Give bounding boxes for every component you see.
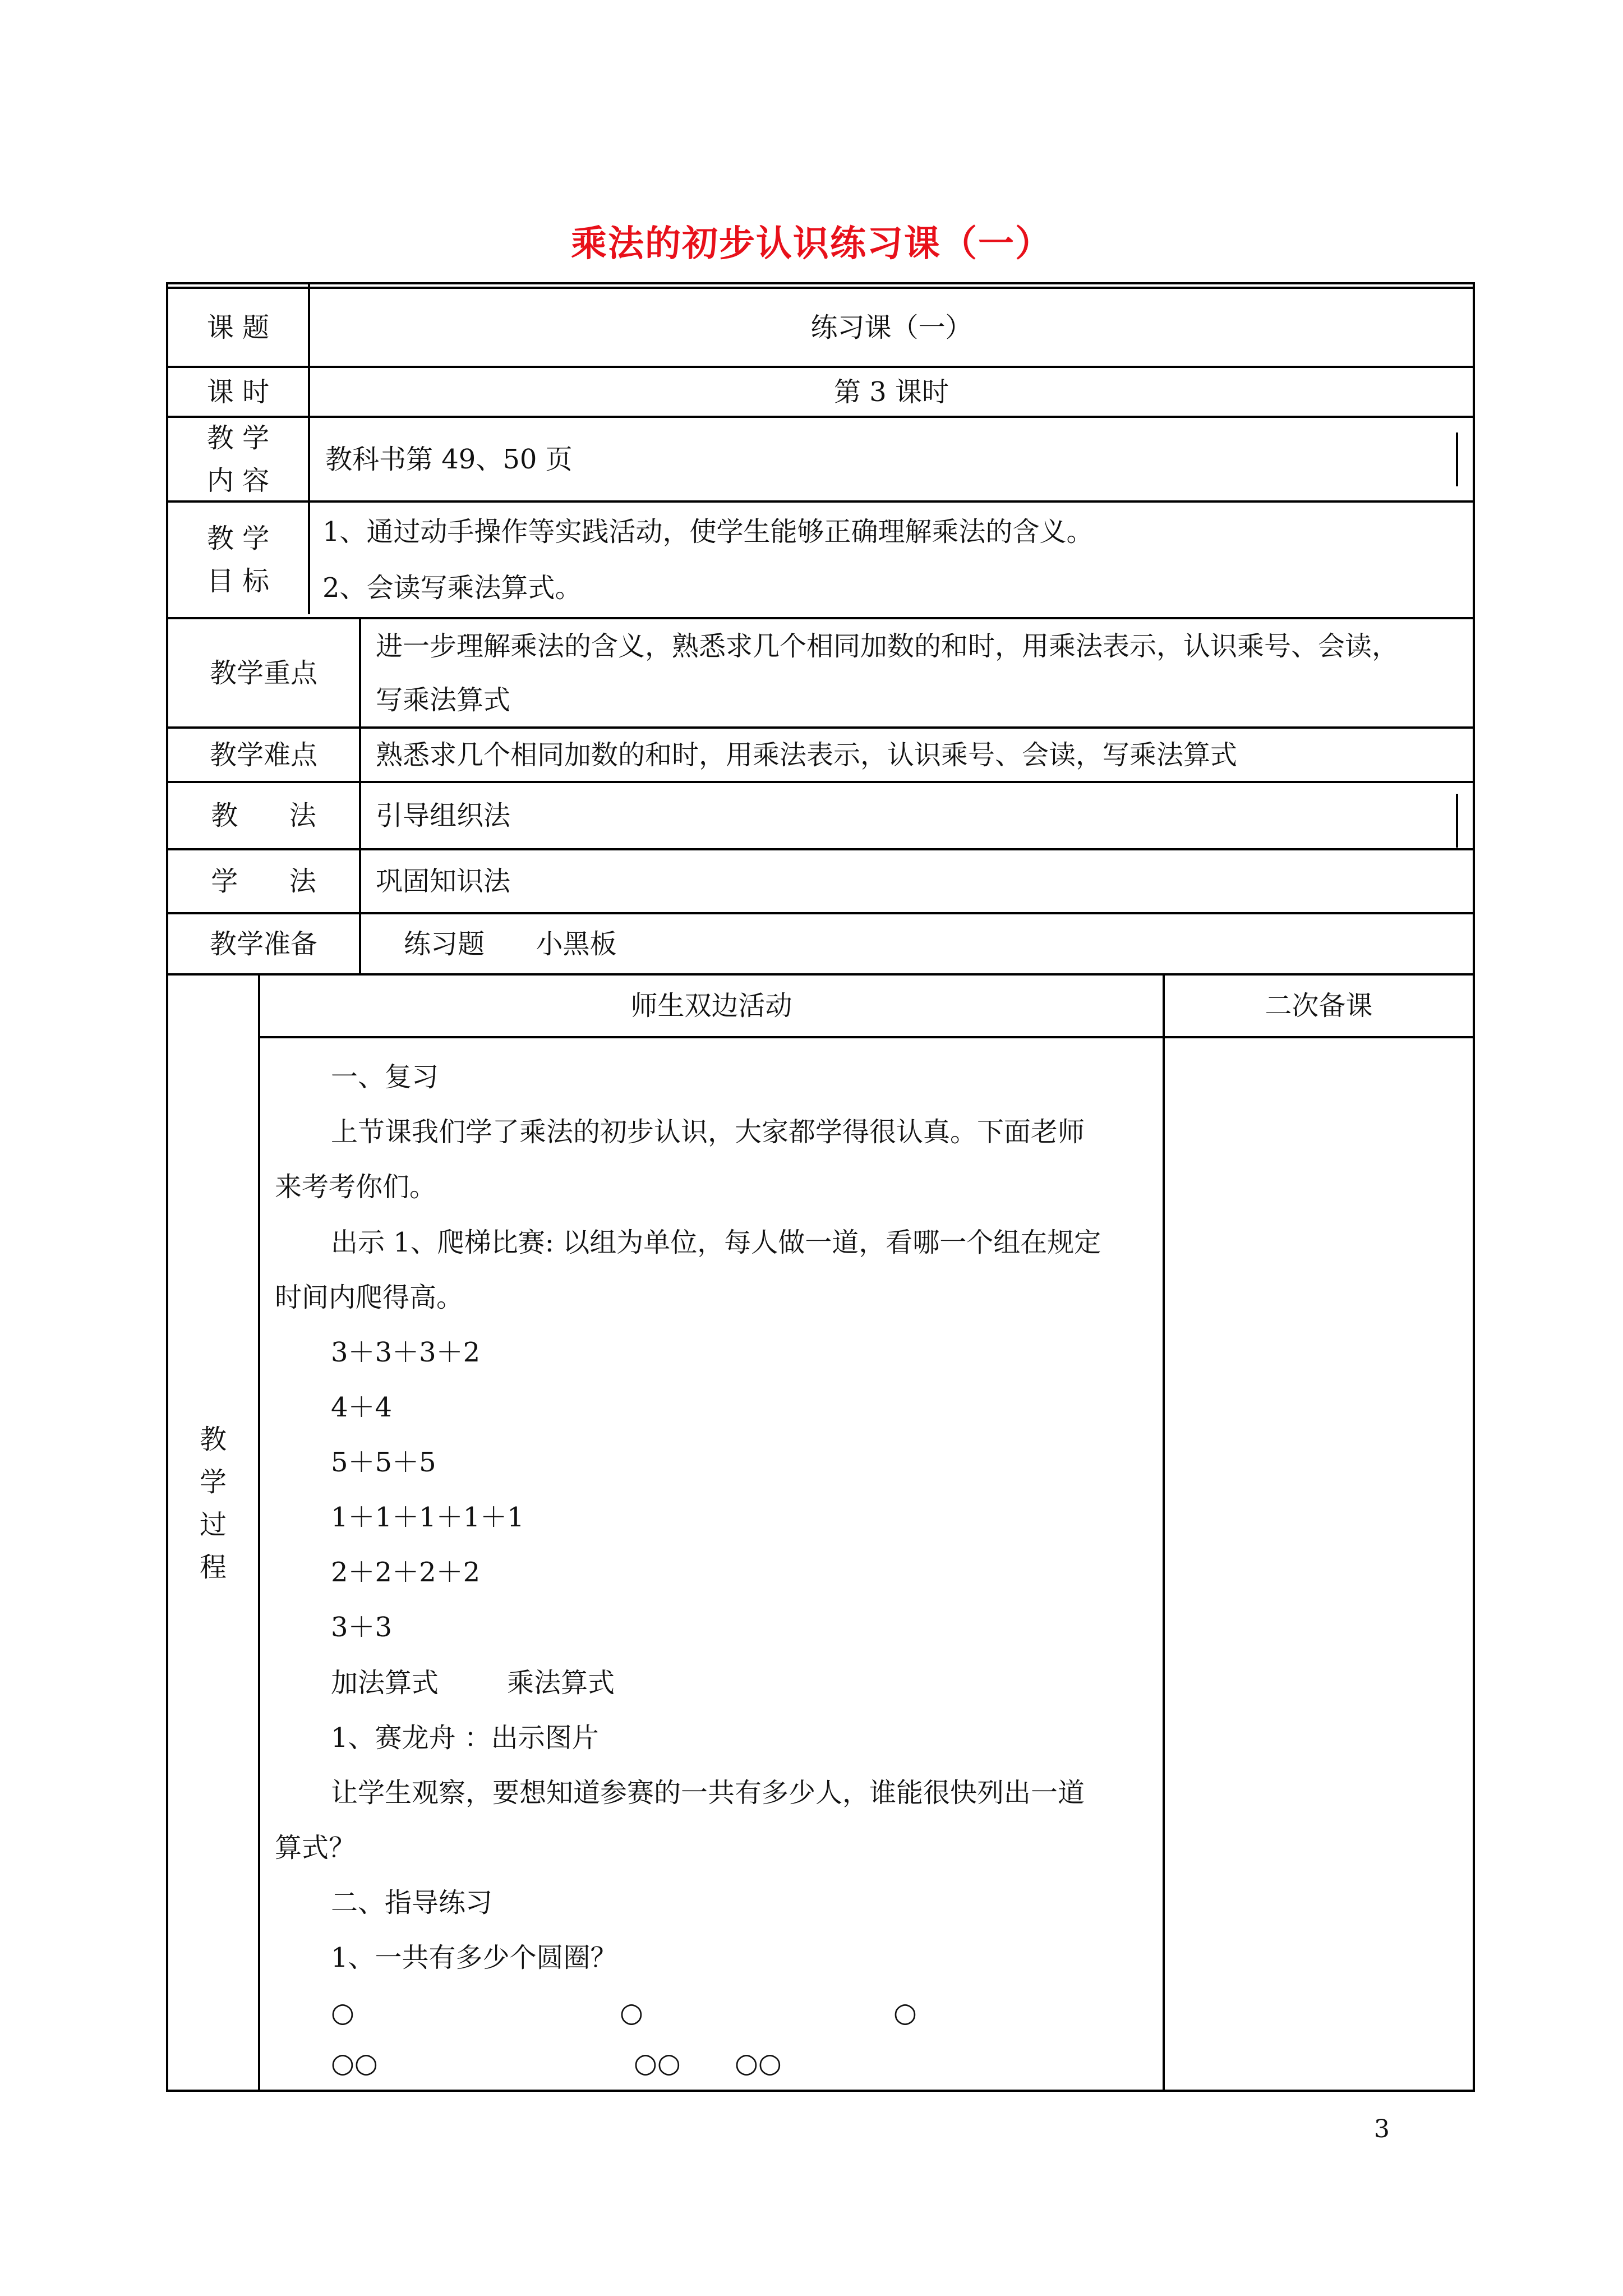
- key-points-value: [376, 619, 1469, 726]
- difficulties-label: 教学难点: [209, 739, 317, 771]
- goals-value: [322, 503, 1467, 617]
- activity-column-header: 师生双边活动: [630, 990, 792, 1022]
- content-label-line-2: 内 容: [206, 464, 270, 496]
- learning-method-label: 学 法: [211, 866, 316, 897]
- process-side-label: [168, 1402, 258, 1604]
- process-side-label-char: 过: [199, 1509, 227, 1540]
- expression-line: 2＋2＋2＋2: [331, 1557, 481, 1588]
- circle-group: ○: [893, 1997, 917, 2028]
- goals-label-line-2: 目 标: [206, 565, 270, 597]
- body-text-line: 算式？: [275, 1832, 356, 1864]
- goals-line-1: 1、通过动手操作等实践活动，使学生能够正确理解乘法的含义。: [322, 516, 1094, 547]
- goals-label: [168, 503, 308, 617]
- body-text-line: 出示 1、爬梯比赛: 以组为单位，每人做一道，看哪一个组在规定: [331, 1227, 1101, 1258]
- process-side-label-char: 学: [199, 1466, 227, 1498]
- content-label-line-1: 教 学: [206, 422, 270, 454]
- expression-line: 3＋3: [331, 1612, 393, 1643]
- key-points-line-1: 进一步理解乘法的含义，熟悉求几个相同加数的和时，用乘法表示，认识乘号、会读，: [376, 630, 1399, 662]
- difficulties-value: 熟悉求几个相同加数的和时，用乘法表示，认识乘号、会读，写乘法算式: [376, 739, 1238, 771]
- section-heading: 一、复习: [331, 1061, 439, 1093]
- key-points-label: 教学重点: [209, 657, 317, 689]
- body-text-line: 让学生观察，要想知道参赛的一共有多少人，谁能很快列出一道: [331, 1777, 1085, 1809]
- circle-group: ○: [331, 1997, 354, 2028]
- body-text-line: 上节课我们学了乘法的初步认识，大家都学得很认真。下面老师: [331, 1116, 1085, 1148]
- expression-line: 3＋3＋3＋2: [331, 1337, 481, 1368]
- goals-line-2: 2、会读写乘法算式。: [322, 572, 582, 604]
- topic-value: 练习课（一）: [810, 311, 972, 343]
- circle-group: ○○: [634, 2047, 681, 2079]
- page-number: 3: [1374, 2115, 1390, 2143]
- section-heading: 二、指导练习: [331, 1887, 493, 1918]
- goals-label-line-1: 教 学: [206, 523, 270, 554]
- key-points-line-2: 写乘法算式: [376, 684, 511, 716]
- body-text-line: 加法算式 乘法算式: [331, 1667, 615, 1699]
- expression-line: 5＋5＋5: [331, 1447, 436, 1478]
- circle-group: ○○: [331, 2047, 378, 2079]
- body-text-line: 1、一共有多少个圆圈？: [331, 1942, 617, 1973]
- document-title: 乘法的初步认识练习课（一）: [571, 223, 1052, 265]
- body-text-line: 来考考你们。: [275, 1171, 437, 1203]
- expression-line: 4＋4: [331, 1392, 393, 1423]
- process-side-label-char: 程: [199, 1552, 227, 1583]
- content-label: [168, 418, 308, 500]
- notes-column-header: 二次备课: [1265, 990, 1373, 1022]
- learning-method-value: 巩固知识法: [376, 866, 511, 897]
- preparation-value: 练习题 小黑板: [404, 928, 617, 960]
- body-text-line: 1、赛龙舟 ：出示图片: [331, 1722, 599, 1754]
- body-text-line: 时间内爬得高。: [275, 1282, 464, 1313]
- expression-line: 1＋1＋1＋1＋1: [331, 1502, 524, 1533]
- content-value: 教科书第 49、50 页: [325, 443, 573, 475]
- topic-label: 课 题: [206, 311, 270, 343]
- period-value: 第 3 课时: [833, 376, 949, 408]
- teaching-method-value: 引导组织法: [376, 800, 511, 831]
- preparation-label: 教学准备: [209, 928, 317, 960]
- circle-group: ○○: [735, 2047, 782, 2079]
- circle-group: ○: [620, 1997, 643, 2028]
- period-label: 课 时: [206, 376, 270, 408]
- teaching-method-label: 教 法: [211, 800, 316, 831]
- process-side-label-char: 教: [199, 1424, 227, 1455]
